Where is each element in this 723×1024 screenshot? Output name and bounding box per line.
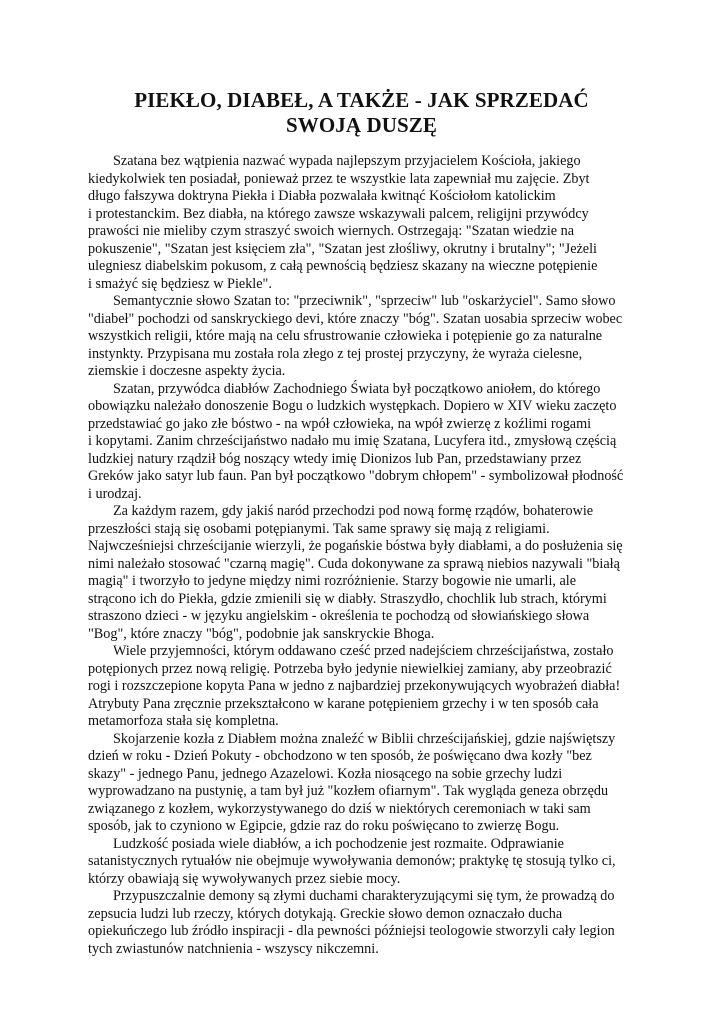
document-body: [88, 153, 638, 958]
paragraph: [88, 643, 638, 731]
text-line: Semantycznie słowo Szatan to: "przeciwnik", "sprzeciw" lub "oskarżyciel". Samo słowo: [113, 293, 616, 309]
text-line: zepsucia ludzi lub rzeczy, których dotykają. Greckie słowo demon oznaczało ducha: [88, 905, 563, 922]
text-line: metamorfoza stała się kompletna.: [88, 713, 279, 729]
text-line: Wiele przyjemności, którym oddawano cześć przed nadejściem chrześcijaństwa, zostało: [113, 643, 614, 659]
title-line: SWOJĄ DUSZĘ: [285, 113, 438, 137]
text-line: obowiązku należało donoszenie Bogu o ludzkich występkach. Dopiero w XIV wieku zaczęto: [88, 398, 617, 414]
text-line: rogi i rozszczepione kopyta Pana w jedno z najbardziej przekonywujących wyobrażeń diabła!: [88, 678, 621, 694]
text-line: przedstawiać go jako złe bóstwo - na wpół człowieka, na wpół zwierzę z koźlimi rogami: [88, 415, 592, 432]
text-line: związanego z kozłem, wykorzystywanego do dziś w niektórych ceremoniach w taki sam: [88, 800, 591, 817]
text-line: Atrybuty Pana zręcznie przekształcono w karane potępieniem grzechy i w ten sposób cała: [88, 695, 599, 712]
text-line: Najwcześniejsi chrześcijanie wierzyli, że pogańskie bóstwa były diabłami, a do posłużenia się: [88, 538, 623, 554]
paragraph: [88, 731, 638, 836]
text-line: straszono dzieci - w języku angielskim - określenia te pochodzą od słowiańskiego słowa: [88, 608, 590, 624]
text-line: ulegniesz diabelskim pokusom, z całą pewnością będziesz skazany na wieczne potępienie: [88, 258, 598, 274]
document-title: [60, 88, 663, 138]
paragraph: [88, 381, 638, 504]
text-line: wyprowadzano na pustynię, a tam był już "kozłem ofiarnym". Tak wygląda geneza obrzędu: [88, 783, 609, 799]
text-line: tych zwiastunów natchnienia - wszyscy nikczemni.: [88, 940, 379, 957]
paragraph: [88, 153, 638, 293]
paragraph: [88, 503, 638, 643]
text-line: pokuszenie", "Szatan jest księciem zła", "Szatan jest złośliwy, okrutny i brutalny"; "Jeżeli: [88, 240, 597, 257]
text-line: Skojarzenie kozła z Diabłem można znaleźć w Biblii chrześcijańskiej, gdzie najświętszy: [113, 730, 616, 747]
text-line: nimi należało stosować "czarną magię". Cuda dokonywane za sprawą niebios nazywali "białą: [88, 555, 620, 572]
text-line: przeszłości stają się osobami potępianymi. Tak same sprawy się mają z religiami.: [88, 520, 550, 537]
text-line: którzy obawiają się wywoływanych przez siebie mocy.: [88, 870, 401, 887]
text-line: sposób, jak to czyniono w Egipcie, gdzie raz do roku poświęcano to zwierzę Bogu.: [88, 818, 560, 834]
text-line: długo fałszywa doktryna Piekła i Diabła pozwalała kwitnąć Kościołom katolickim: [88, 188, 556, 204]
text-line: Szatana bez wątpienia nazwać wypada najlepszym przyjacielem Kościoła, jakiego: [113, 153, 581, 169]
text-line: i urodzaj.: [88, 485, 142, 502]
text-line: Przypuszczalnie demony są złymi duchami charakteryzującymi się tym, że prowadzą do: [113, 888, 615, 904]
text-line: instynkty. Przypisana mu została rola złego z tej prostej przyczyny, że wyraża cielesne,: [88, 345, 583, 362]
text-line: potępionych przez nową religię. Potrzeba było jedynie niewielkiej zamiany, aby przeobrazić: [88, 660, 612, 677]
text-line: "diabeł" pochodzi od sanskryckiego devi, które znaczy "bóg". Szatan uosabia sprzeciw wobec: [88, 310, 623, 327]
paragraph: [88, 888, 638, 958]
text-line: i protestanckim. Bez diabła, na którego zawsze wskazywali palcem, religijni przywódcy: [88, 205, 589, 222]
text-line: i kopytami. Zanim chrześcijaństwo nadało mu imię Szatana, Lucyfera itd., zmysłową częścią: [88, 433, 617, 449]
text-line: Greków jako satyr lub faun. Pan był początkowo "dobrym chłopem" - symbolizował płodność: [88, 468, 624, 484]
text-line: kiedykolwiek ten posiadał, ponieważ przez te wszystkie lata zapewniał mu zajęcie. Zbyt: [88, 170, 590, 187]
paragraph: [88, 836, 638, 889]
text-line: ziemskie i doczesne aspekty życia.: [88, 363, 286, 379]
text-line: Ludzkość posiada wiele diabłów, a ich pochodzenie jest rozmaite. Odprawianie: [113, 835, 564, 852]
text-line: dzień w roku - Dzień Pokuty - obchodzono w ten sposób, że poświęcano dwa kozły "bez: [88, 748, 592, 764]
text-line: wszystkich religii, które mają na celu sfrustrowanie człowieka i potępienie go za naturalne: [88, 328, 603, 344]
text-line: "Bog", które znaczy "bóg", podobnie jak sanskryckie Bhoga.: [88, 625, 435, 642]
paragraph: [88, 293, 638, 381]
text-line: Za każdym razem, gdy jakiś naród przechodzi pod nową formę rządów, bohaterowie: [113, 503, 594, 519]
text-line: prawości nie mieliby czym straszyć swoich wiernych. Ostrzegają: "Szatan wiedzie na: [88, 223, 575, 239]
text-line: magią" i tworzyło to jedyne między nimi rozróżnienie. Starzy bogowie nie umarli, ale: [88, 573, 577, 589]
title-line: PIEKŁO, DIABEŁ, A TAKŻE - JAK SPRZEDAĆ: [134, 88, 589, 112]
text-line: strącono ich do Piekła, gdzie zmienili się w diabły. Straszydło, chochlik lub strach, którymi: [88, 590, 607, 607]
text-line: ludzkiej natury rządził bóg noszący wtedy imię Dionizos lub Pan, przedstawiany przez: [88, 450, 582, 467]
text-line: opiekuńczego lub źródło inspiracji - dla pewności późniejsi teologowie stworzyli cały legion: [88, 923, 615, 939]
text-line: skazy" - jednego Panu, jednego Azazelowi. Kozła niosącego na sobie grzechy ludzi: [88, 765, 563, 782]
text-line: satanistycznych rytuałów nie obejmuje wywoływania demonów; praktykę tę stosują tylko ci,: [88, 853, 616, 869]
text-line: i smażyć się będziesz w Piekle".: [88, 275, 272, 292]
text-line: Szatan, przywódca diabłów Zachodniego Świata był początkowo aniołem, do którego: [113, 380, 601, 397]
